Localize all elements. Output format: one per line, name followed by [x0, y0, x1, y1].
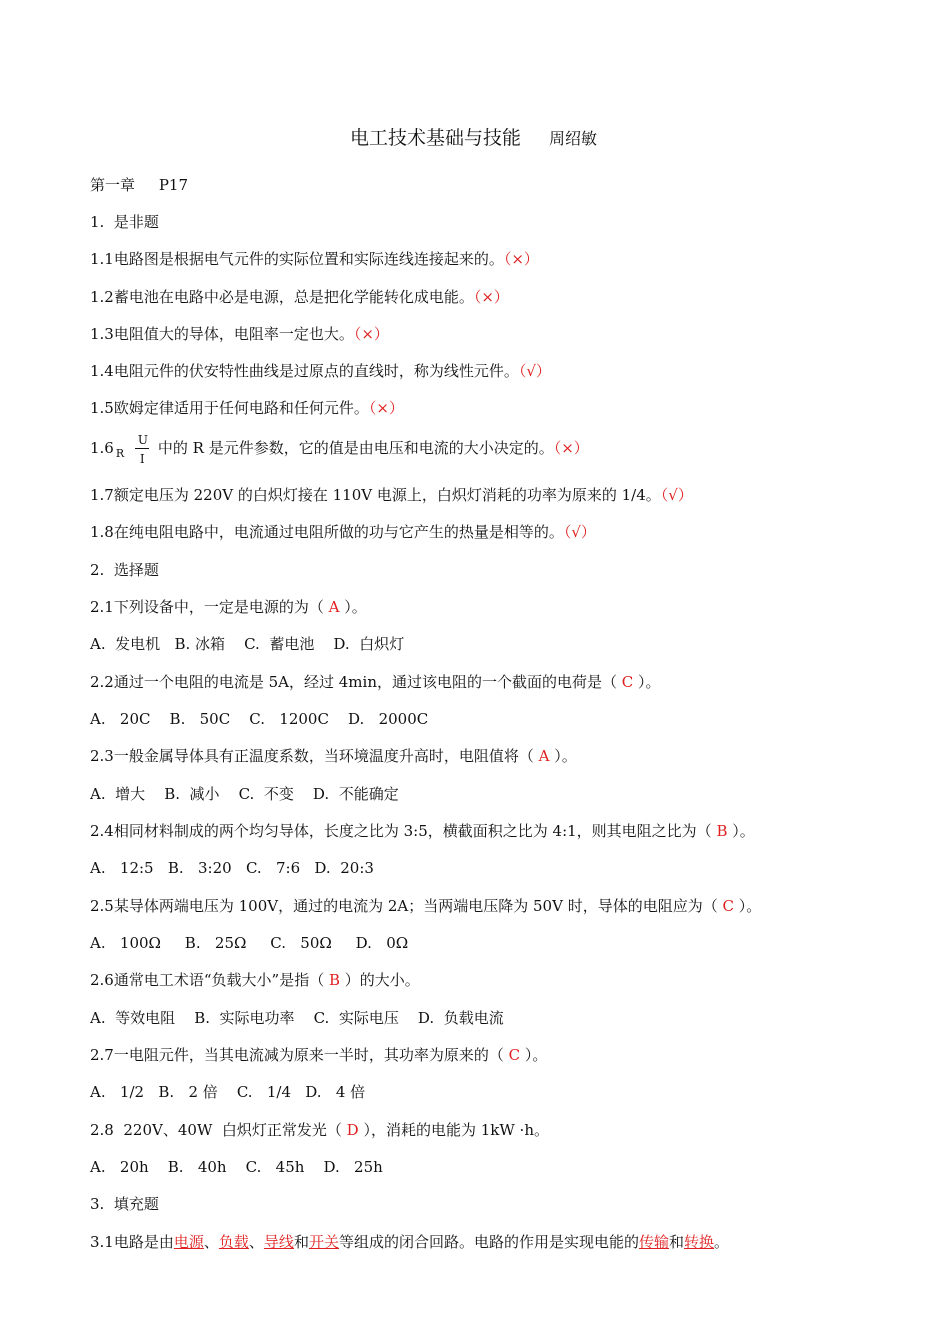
- answer-letter: C: [508, 1046, 521, 1064]
- answer-mark: （×）: [353, 325, 389, 343]
- answer-mark: （×）: [473, 288, 509, 306]
- fill-text: 3.1电路是由: [90, 1233, 174, 1251]
- separator: 、: [203, 1233, 219, 1251]
- question-text: 1.4电阻元件的伏安特性曲线是过原点的直线时，称为线性元件。: [90, 362, 519, 380]
- question-tail: ）。: [733, 897, 762, 915]
- question-text: 2.6通常电工术语“负载大小”是指（: [90, 971, 329, 989]
- question-text: 2.3一般金属导体具有正温度系数，当环境温度升高时，电阻值将（: [90, 747, 539, 765]
- question-text: 1.7额定电压为 220V 的白炽灯接在 110V 电源上，白炽灯消耗的功率为原来的 1/4。: [90, 486, 661, 504]
- fill-answer-load: 负载: [218, 1233, 249, 1251]
- question-number: 1.6: [90, 439, 114, 457]
- separator: 、: [248, 1233, 264, 1251]
- fill-answer-conversion: 转换: [684, 1233, 715, 1251]
- mc-options-6: A. 等效电阻 B. 实际电功率 C. 实际电压 D. 负载电流: [90, 1009, 504, 1027]
- question-text: 2.1下列设备中，一定是电源的为（: [90, 598, 329, 616]
- mc-options-1: A. 发电机 B. 冰箱 C. 蓄电池 D. 白炽灯: [90, 635, 405, 653]
- answer-mark: （×）: [553, 439, 589, 457]
- fill-text: 等组成的闭合回路。电路的作用是实现电能的: [338, 1233, 639, 1251]
- answer-letter: C: [621, 673, 634, 691]
- question-text: 1.8在纯电阻电路中，电流通过电阻所做的功与它产生的热量是相等的。: [90, 523, 564, 541]
- mc-question-2: [90, 672, 661, 692]
- answer-mark: （√）: [518, 362, 551, 380]
- answer-letter: B: [716, 822, 728, 840]
- question-tail: ）的大小。: [340, 971, 420, 989]
- section-true-false: 1. 是非题: [90, 213, 159, 231]
- tf-question-6: [90, 433, 589, 466]
- ohm-law-formula: [114, 433, 158, 466]
- answer-letter: A: [538, 747, 550, 765]
- question-text: 2.8 220V、40W 白炽灯正常发光（: [90, 1121, 347, 1139]
- fill-answer-power-source: 电源: [173, 1233, 204, 1251]
- fill-question-1: [90, 1232, 729, 1252]
- answer-letter: C: [722, 897, 734, 915]
- tf-question-7: [90, 485, 693, 505]
- document-title: [350, 126, 597, 151]
- answer-letter: A: [328, 598, 340, 616]
- mc-question-3: [90, 746, 577, 766]
- mc-options-7: A. 1/2 B. 2 倍 C. 1/4 D. 4 倍: [90, 1083, 366, 1101]
- fill-end: 。: [714, 1233, 730, 1251]
- section-multiple-choice: 2. 选择题: [90, 561, 159, 579]
- separator: 和: [293, 1233, 309, 1251]
- mc-question-4: [90, 821, 755, 841]
- fill-answer-wire: 导线: [263, 1233, 294, 1251]
- question-tail: ）。: [339, 598, 367, 616]
- mc-question-8: [90, 1120, 549, 1140]
- section-fill-in: 3. 填充题: [90, 1195, 159, 1213]
- mc-options-4: A. 12:5 B. 3:20 C. 7:6 D. 20:3: [90, 859, 374, 877]
- mc-question-7: [90, 1045, 547, 1065]
- separator: 和: [669, 1233, 685, 1251]
- author-name: 周绍敏: [549, 129, 598, 148]
- question-text: 1.5欧姆定律适用于任何电路和任何元件。: [90, 399, 369, 417]
- question-text: 2.4相同材料制成的两个均匀导体，长度之比为 3:5，横截面积之比为 4:1，则其电阻之比为（: [90, 822, 717, 840]
- formula-r: R: [115, 447, 125, 460]
- mc-options-5: A. 100Ω B. 25Ω C. 50Ω D. 0Ω: [90, 934, 409, 952]
- chapter-heading: 第一章 P17: [90, 176, 189, 194]
- title-text: 电工技术基础与技能: [350, 127, 522, 149]
- question-text: 中的 R 是元件参数，它的值是由电压和电流的大小决定的。: [157, 439, 554, 457]
- question-tail: ）。: [727, 822, 755, 840]
- answer-letter: D: [346, 1121, 359, 1139]
- question-tail: ），消耗的电能为 1kW ·h。: [358, 1121, 549, 1139]
- answer-mark: （×）: [503, 250, 539, 268]
- tf-question-2: [90, 287, 509, 307]
- tf-question-5: [90, 398, 404, 418]
- formula-numerator: U: [137, 433, 148, 447]
- mc-question-5: [90, 896, 761, 916]
- question-tail: ）。: [549, 747, 577, 765]
- mc-options-2: A. 20C B. 50C C. 1200C D. 2000C: [90, 710, 429, 728]
- answer-mark: （×）: [368, 399, 404, 417]
- fill-answer-switch: 开关: [308, 1233, 339, 1251]
- question-tail: ）。: [633, 673, 661, 691]
- fill-answer-transmission: 传输: [638, 1233, 669, 1251]
- answer-letter: B: [328, 971, 340, 989]
- question-text: 2.5某导体两端电压为 100V，通过的电流为 2A；当两端电压降为 50V 时，导体的电阻应为（: [90, 897, 723, 915]
- answer-mark: （√）: [563, 523, 596, 541]
- question-tail: ）。: [520, 1046, 548, 1064]
- mc-options-3: A. 增大 B. 减小 C. 不变 D. 不能确定: [90, 785, 399, 803]
- tf-question-4: [90, 361, 551, 381]
- question-text: 1.2蓄电池在电路中必是电源，总是把化学能转化成电能。: [90, 288, 474, 306]
- tf-question-3: [90, 324, 389, 344]
- question-text: 2.7一电阻元件，当其电流减为原来一半时，其功率为原来的（: [90, 1046, 509, 1064]
- mc-options-8: A. 20h B. 40h C. 45h D. 25h: [90, 1158, 383, 1176]
- question-text: 1.1电路图是根据电气元件的实际位置和实际连线连接起来的。: [90, 250, 504, 268]
- tf-question-8: [90, 522, 596, 542]
- formula-denominator: I: [139, 452, 145, 466]
- answer-mark: （√）: [660, 486, 693, 504]
- question-text: 2.2通过一个电阻的电流是 5A，经过 4min，通过该电阻的一个截面的电荷是（: [90, 673, 622, 691]
- question-text: 1.3电阻值大的导体，电阻率一定也大。: [90, 325, 354, 343]
- mc-question-6: [90, 970, 420, 990]
- mc-question-1: [90, 597, 367, 617]
- tf-question-1: [90, 249, 539, 269]
